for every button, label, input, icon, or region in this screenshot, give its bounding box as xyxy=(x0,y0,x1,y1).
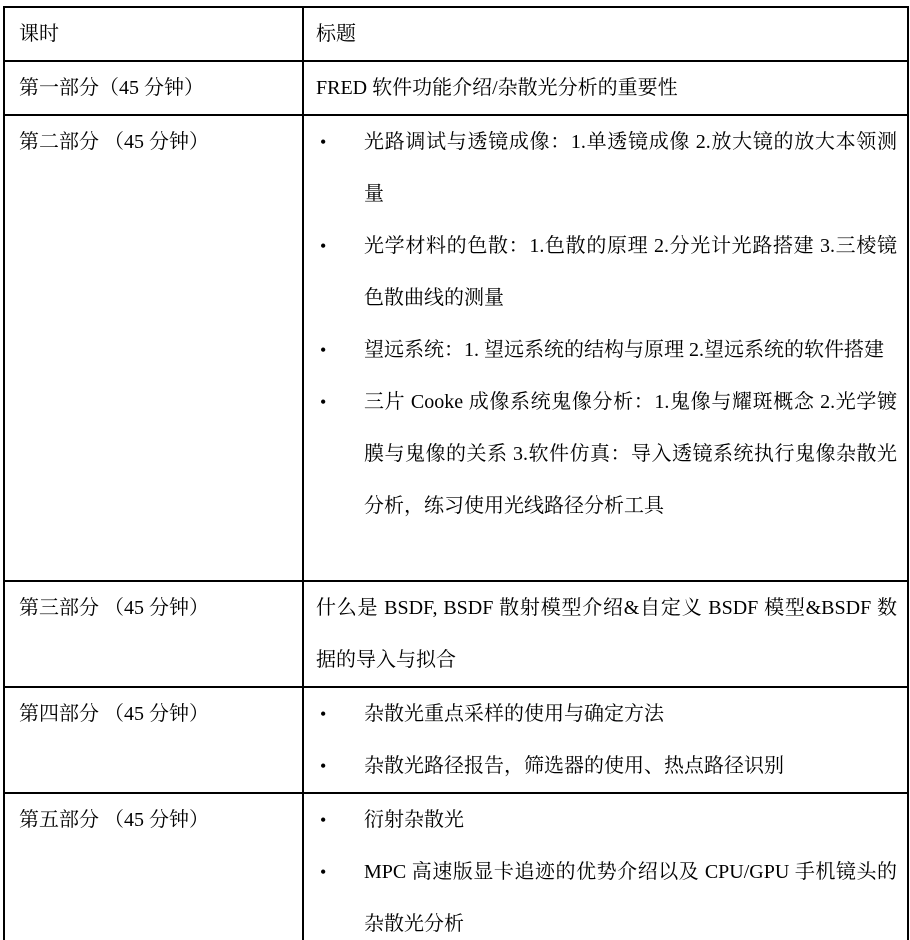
table-row-part5 xyxy=(4,793,908,940)
bullet-icon: • xyxy=(320,862,327,882)
title-cell: FRED 软件功能介绍/杂散光分析的重要性 xyxy=(303,61,908,115)
bullet-text: 杂散光路径报告，筛选器的使用、热点路径识别 xyxy=(364,755,784,777)
title-cell: 什么是 BSDF, BSDF 散射模型介绍&自定义 BSDF 模型&BSDF 数据的导入与拟合 xyxy=(303,581,908,687)
list-item xyxy=(316,740,897,792)
bullet-icon: • xyxy=(320,132,327,152)
title-cell xyxy=(303,115,908,581)
column-header-session: 课时 xyxy=(4,7,303,61)
list-item xyxy=(316,794,897,846)
bullet-icon: • xyxy=(320,756,327,776)
bullet-text: 光学材料的色散：1.色散的原理 2.分光计光路搭建 3.三棱镜色散曲线的测量 xyxy=(364,235,897,309)
session-cell: 第四部分 （45 分钟） xyxy=(4,687,303,793)
list-item xyxy=(316,846,897,940)
bullet-text: 三片 Cooke 成像系统鬼像分析：1.鬼像与耀斑概念 2.光学镀膜与鬼像的关系 3.软件仿真：导入透镜系统执行鬼像杂散光分析，练习使用光线路径分析工具 xyxy=(364,391,897,517)
bullet-text: 杂散光重点采样的使用与确定方法 xyxy=(364,703,664,725)
table-row-part3 xyxy=(4,581,908,687)
title-cell xyxy=(303,687,908,793)
bullet-text: 衍射杂散光 xyxy=(364,809,464,831)
bullet-icon: • xyxy=(320,810,327,830)
list-item xyxy=(316,220,897,324)
bullet-icon: • xyxy=(320,392,327,412)
column-header-title: 标题 xyxy=(303,7,908,61)
table-row-part2 xyxy=(4,115,908,581)
table-row-part4 xyxy=(4,687,908,793)
table-header-row xyxy=(4,7,908,61)
session-cell: 第二部分 （45 分钟） xyxy=(4,115,303,581)
list-item xyxy=(316,324,897,376)
list-item xyxy=(316,376,897,532)
session-cell: 第一部分（45 分钟） xyxy=(4,61,303,115)
bullet-text: MPC 高速版显卡追迹的优势介绍以及 CPU/GPU 手机镜头的杂散光分析 xyxy=(364,861,897,935)
title-cell xyxy=(303,793,908,940)
list-item xyxy=(316,688,897,740)
bullet-icon: • xyxy=(320,236,327,256)
session-cell: 第五部分 （45 分钟） xyxy=(4,793,303,940)
session-cell: 第三部分 （45 分钟） xyxy=(4,581,303,687)
list-item xyxy=(316,116,897,220)
bullet-icon: • xyxy=(320,704,327,724)
bullet-text: 光路调试与透镜成像：1.单透镜成像 2.放大镜的放大本领测量 xyxy=(364,131,897,205)
table-row-part1 xyxy=(4,61,908,115)
bullet-icon: • xyxy=(320,340,327,360)
bullet-text: 望远系统：1. 望远系统的结构与原理 2.望远系统的软件搭建 xyxy=(364,339,884,361)
course-schedule-table xyxy=(3,6,909,940)
